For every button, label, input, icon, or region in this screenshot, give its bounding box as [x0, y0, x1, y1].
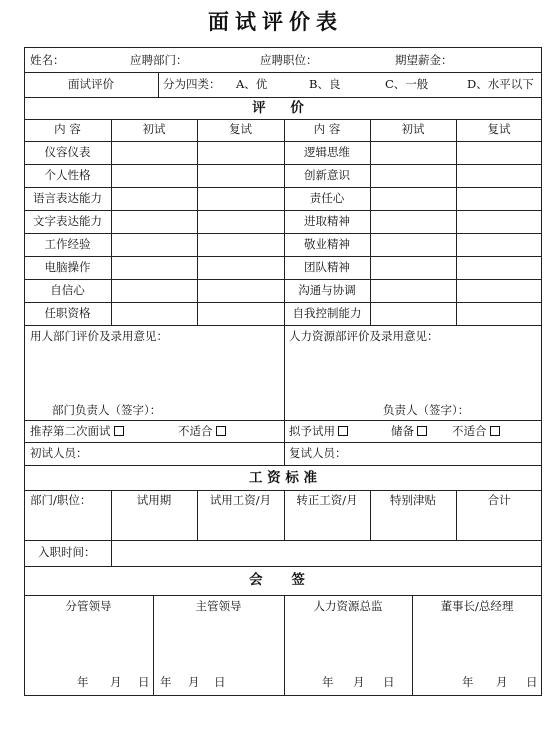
- row-line: [24, 566, 542, 567]
- row-line: [24, 490, 542, 491]
- date-month: 月: [110, 675, 122, 689]
- row-line: [24, 233, 542, 234]
- salary-label: 期望薪金：: [395, 53, 453, 67]
- criterion: 创新意识: [304, 168, 350, 182]
- col-header-first: 初试: [401, 122, 425, 136]
- col-header-first: 初试: [142, 122, 166, 136]
- row-line: [24, 164, 542, 165]
- date-month: 月: [496, 675, 508, 689]
- row-line: [24, 540, 542, 541]
- trial-label: 拟予试用: [289, 424, 335, 438]
- date-year: 年: [462, 675, 474, 689]
- criterion: 电脑操作: [44, 260, 91, 274]
- recommend-checkbox[interactable]: [114, 426, 124, 436]
- first-interviewer-label: 初试人员：: [30, 446, 88, 460]
- entry-date-label: 入职时间：: [38, 545, 96, 559]
- criterion: 语言表达能力: [33, 191, 102, 205]
- col-line: [197, 119, 198, 325]
- col-line: [158, 72, 159, 97]
- criterion: 工作经验: [44, 237, 91, 251]
- grading-label: 面试评价: [68, 77, 114, 91]
- criterion: 仪容仪表: [44, 145, 91, 159]
- salary-section-title: 工 资 标 准: [248, 470, 318, 486]
- salary-header: 部门/职位：: [30, 493, 92, 507]
- date-day: 日: [138, 675, 150, 689]
- criterion: 沟通与协调: [298, 283, 356, 297]
- criterion: 个人性格: [44, 168, 91, 182]
- grade-b: B、良: [309, 77, 341, 91]
- row-line: [24, 210, 542, 211]
- row-line: [24, 141, 542, 142]
- row-line: [24, 442, 542, 443]
- col-header-content: 内 容: [54, 122, 81, 136]
- col-line: [456, 119, 457, 325]
- row-line: [24, 420, 542, 421]
- row-line: [24, 97, 542, 98]
- row-line: [24, 187, 542, 188]
- salary-header: 合计: [487, 493, 511, 507]
- grading-prefix: 分为四类：: [163, 77, 221, 91]
- hr-opinion-label: 人力资源部评价及录用意见：: [289, 329, 439, 343]
- unsuitable-checkbox[interactable]: [216, 426, 226, 436]
- dept-sign-label: 部门负责人（签字）：: [52, 403, 162, 417]
- grade-d: D、水平以下: [467, 77, 534, 91]
- hr-sign-label: 负责人（签字）：: [383, 403, 470, 417]
- unsuitable2-label: 不适合: [452, 424, 487, 438]
- salary-header: 试用工资/月: [209, 493, 272, 507]
- unsuitable-option[interactable]: [178, 426, 226, 438]
- unsuitable-label: 不适合: [178, 424, 213, 438]
- criterion: 自信心: [50, 283, 85, 297]
- recommend-label: 推荐第二次面试: [30, 424, 111, 438]
- col-header-content: 内 容: [313, 122, 341, 136]
- criterion: 敬业精神: [304, 237, 350, 251]
- col-header-second: 复试: [487, 122, 511, 136]
- reserve-checkbox[interactable]: [417, 426, 427, 436]
- name-label: 姓名：: [30, 53, 65, 67]
- salary-header: 特别津贴: [390, 493, 436, 507]
- signoff-role: 董事长/总经理: [440, 599, 514, 613]
- page-title: 面试评价表: [208, 9, 343, 34]
- row-line: [24, 302, 542, 303]
- criterion: 任职资格: [44, 306, 91, 320]
- date-day: 日: [526, 675, 538, 689]
- reserve-option[interactable]: [391, 426, 427, 438]
- row-line: [24, 325, 542, 326]
- row-line: [24, 465, 542, 466]
- dept-label: 应聘部门：: [130, 53, 188, 67]
- unsuitable2-checkbox[interactable]: [490, 426, 500, 436]
- col-header-second: 复试: [229, 122, 252, 136]
- position-label: 应聘职位：: [260, 53, 318, 67]
- signoff-role: 人力资源总监: [313, 599, 383, 613]
- criterion: 逻辑思维: [304, 145, 350, 159]
- row-line: [24, 119, 542, 120]
- date-month: 月: [353, 675, 365, 689]
- row-line: [24, 72, 542, 73]
- salary-header: 转正工资/月: [296, 493, 358, 507]
- reserve-label: 储备: [391, 424, 414, 438]
- date-year: 年: [77, 675, 89, 689]
- criterion: 团队精神: [304, 260, 350, 274]
- date-day: 日: [383, 675, 395, 689]
- dept-opinion-label: 用人部门评价及录用意见：: [30, 329, 168, 343]
- second-interviewer-label: 复试人员：: [289, 446, 347, 460]
- salary-header: 试用期: [136, 493, 172, 507]
- row-line: [24, 256, 542, 257]
- evaluation-title: 评 价: [252, 100, 314, 116]
- signoff-role: 分管领导: [65, 599, 112, 613]
- date-month: 月: [188, 675, 200, 689]
- criterion: 文字表达能力: [33, 214, 102, 228]
- unsuitable2-option[interactable]: [452, 426, 500, 438]
- col-line: [370, 119, 371, 325]
- date-year: 年: [322, 675, 334, 689]
- grade-c: C、一般: [385, 77, 429, 91]
- criterion: 责任心: [309, 191, 345, 205]
- date-day: 日: [214, 675, 226, 689]
- recommend-option[interactable]: [30, 426, 124, 438]
- signoff-title: 会 签: [249, 572, 317, 588]
- row-line: [24, 595, 542, 596]
- col-line: [111, 119, 112, 325]
- grade-a: A、优: [236, 77, 268, 91]
- signoff-role: 主管领导: [195, 599, 242, 613]
- trial-checkbox[interactable]: [338, 426, 348, 436]
- criterion: 进取精神: [304, 214, 350, 228]
- trial-option[interactable]: [289, 426, 348, 438]
- date-year: 年: [160, 675, 172, 689]
- row-line: [24, 279, 542, 280]
- criterion: 自我控制能力: [292, 306, 362, 320]
